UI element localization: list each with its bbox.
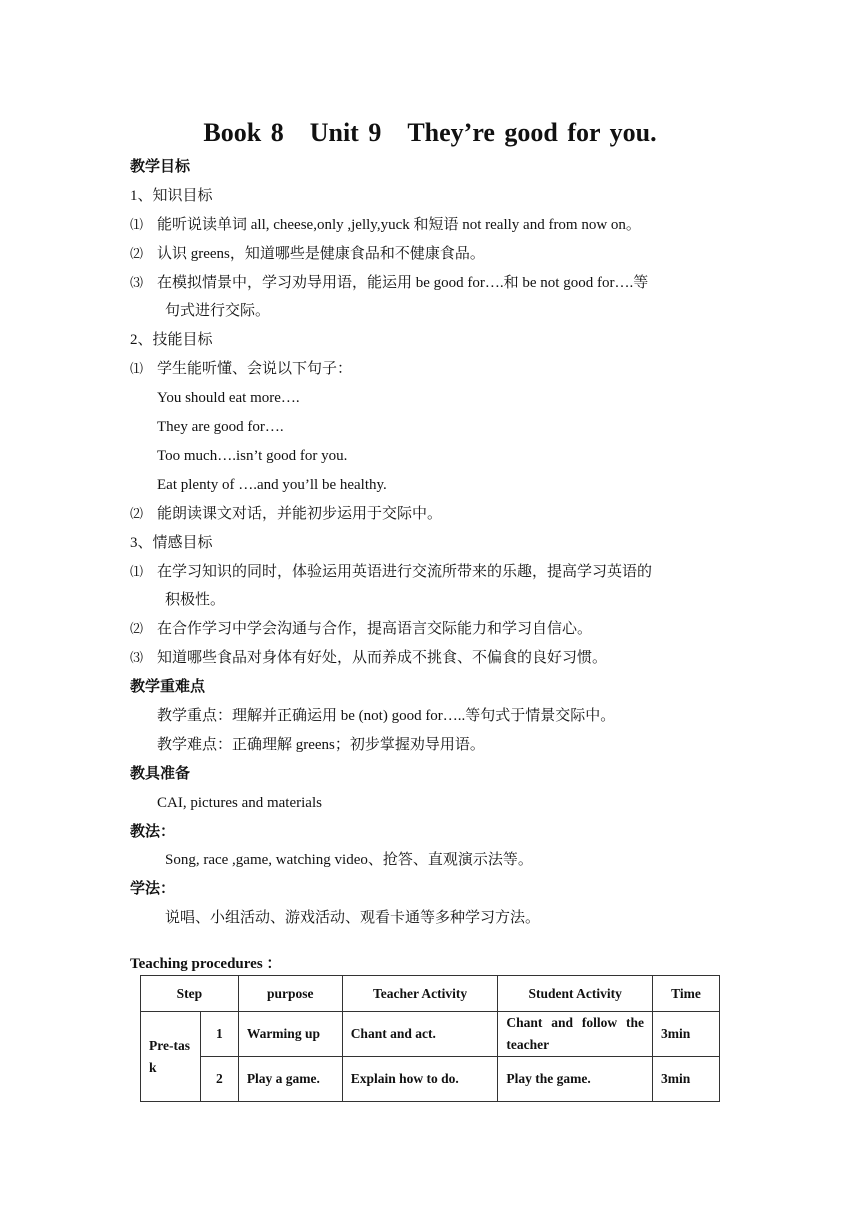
item-number: ⑴ bbox=[130, 361, 144, 376]
sentence-4: Eat plenty of ….and you’ll be healthy. bbox=[157, 477, 387, 493]
item-number: ⑵ bbox=[130, 506, 144, 521]
document-title: Book 8 Unit 9 They’re good for you. bbox=[203, 118, 657, 147]
item-text: 在模拟情景中，学习劝导用语，能运用 be good for….和 be not good for….等 bbox=[157, 275, 649, 291]
item-number: ⑵ bbox=[130, 621, 144, 636]
item-text: 认识 greens，知道哪些是健康食品和不健康食品。 bbox=[157, 246, 485, 262]
time-cell: 3min bbox=[653, 1012, 720, 1057]
teacher-activity-cell: Chant and act. bbox=[342, 1012, 498, 1057]
item-number: ⑵ bbox=[130, 246, 144, 261]
purpose-cell: Play a game. bbox=[238, 1057, 342, 1102]
section-heading-key-points: 教学重难点 bbox=[130, 679, 206, 695]
methods-text: Song, race ,game, watching video、抢答、直观演示法等。 bbox=[165, 852, 533, 868]
section-heading-methods: 教法： bbox=[130, 824, 176, 840]
section-heading-materials: 教具准备 bbox=[130, 766, 191, 782]
table-header-row bbox=[141, 976, 720, 1012]
sentence-3: Too much….isn’t good for you. bbox=[157, 448, 348, 464]
step-number: 1 bbox=[200, 1012, 238, 1057]
step-number: 2 bbox=[200, 1057, 238, 1102]
student-activity-cell: Play the game. bbox=[498, 1057, 653, 1102]
teacher-activity-cell: Explain how to do. bbox=[342, 1057, 498, 1102]
subheading-emotion: 3、情感目标 bbox=[130, 535, 213, 551]
emotion-item-1-continuation: 积极性。 bbox=[165, 592, 226, 608]
table-row bbox=[141, 1012, 720, 1057]
time-cell: 3min bbox=[653, 1057, 720, 1102]
difficult-point: 教学难点：正确理解 greens；初步掌握劝导用语。 bbox=[157, 737, 485, 753]
sentence-2: They are good for…. bbox=[157, 419, 284, 435]
item-text: 知道哪些食品对身体有好处，从而养成不挑食、不偏食的良好习惯。 bbox=[157, 650, 608, 666]
item-text: 学生能听懂、会说以下句子： bbox=[157, 361, 353, 377]
materials-text: CAI, pictures and materials bbox=[157, 795, 322, 811]
item-text: 在合作学习中学会沟通与合作，提高语言交际能力和学习自信心。 bbox=[157, 621, 593, 637]
item-number: ⑴ bbox=[130, 564, 144, 579]
knowledge-item-3-continuation: 句式进行交际。 bbox=[165, 303, 271, 319]
header-time: Time bbox=[653, 976, 720, 1012]
item-number: ⑶ bbox=[130, 650, 144, 665]
section-heading-learning: 学法： bbox=[130, 881, 176, 897]
procedures-table bbox=[140, 975, 720, 1102]
stage-cell: Pre-task bbox=[141, 1012, 201, 1102]
header-student-activity: Student Activity bbox=[498, 976, 653, 1012]
item-text: 能听说读单词 all, cheese,only ,jelly,yuck 和短语 not really and from now on。 bbox=[157, 217, 641, 233]
subheading-skills: 2、技能目标 bbox=[130, 332, 213, 348]
key-point: 教学重点：理解并正确运用 be (not) good for…..等句式于情景交际中。 bbox=[157, 708, 616, 724]
header-purpose: purpose bbox=[238, 976, 342, 1012]
sentence-1: You should eat more…. bbox=[157, 390, 300, 406]
item-text: 在学习知识的同时，体验运用英语进行交流所带来的乐趣，提高学习英语的 bbox=[157, 564, 653, 580]
section-heading-objectives: 教学目标 bbox=[130, 159, 191, 175]
student-activity-cell: Chant and follow the teacher bbox=[498, 1012, 653, 1057]
item-number: ⑶ bbox=[130, 275, 144, 290]
learning-text: 说唱、小组活动、游戏活动、观看卡通等多种学习方法。 bbox=[165, 910, 541, 926]
item-text: 能朗读课文对话，并能初步运用于交际中。 bbox=[157, 506, 443, 522]
subheading-knowledge: 1、知识目标 bbox=[130, 188, 213, 204]
table-row bbox=[141, 1057, 720, 1102]
header-step: Step bbox=[141, 976, 239, 1012]
header-teacher-activity: Teacher Activity bbox=[342, 976, 498, 1012]
purpose-cell: Warming up bbox=[238, 1012, 342, 1057]
procedures-heading: Teaching procedures ： bbox=[130, 956, 282, 972]
item-number: ⑴ bbox=[130, 217, 144, 232]
